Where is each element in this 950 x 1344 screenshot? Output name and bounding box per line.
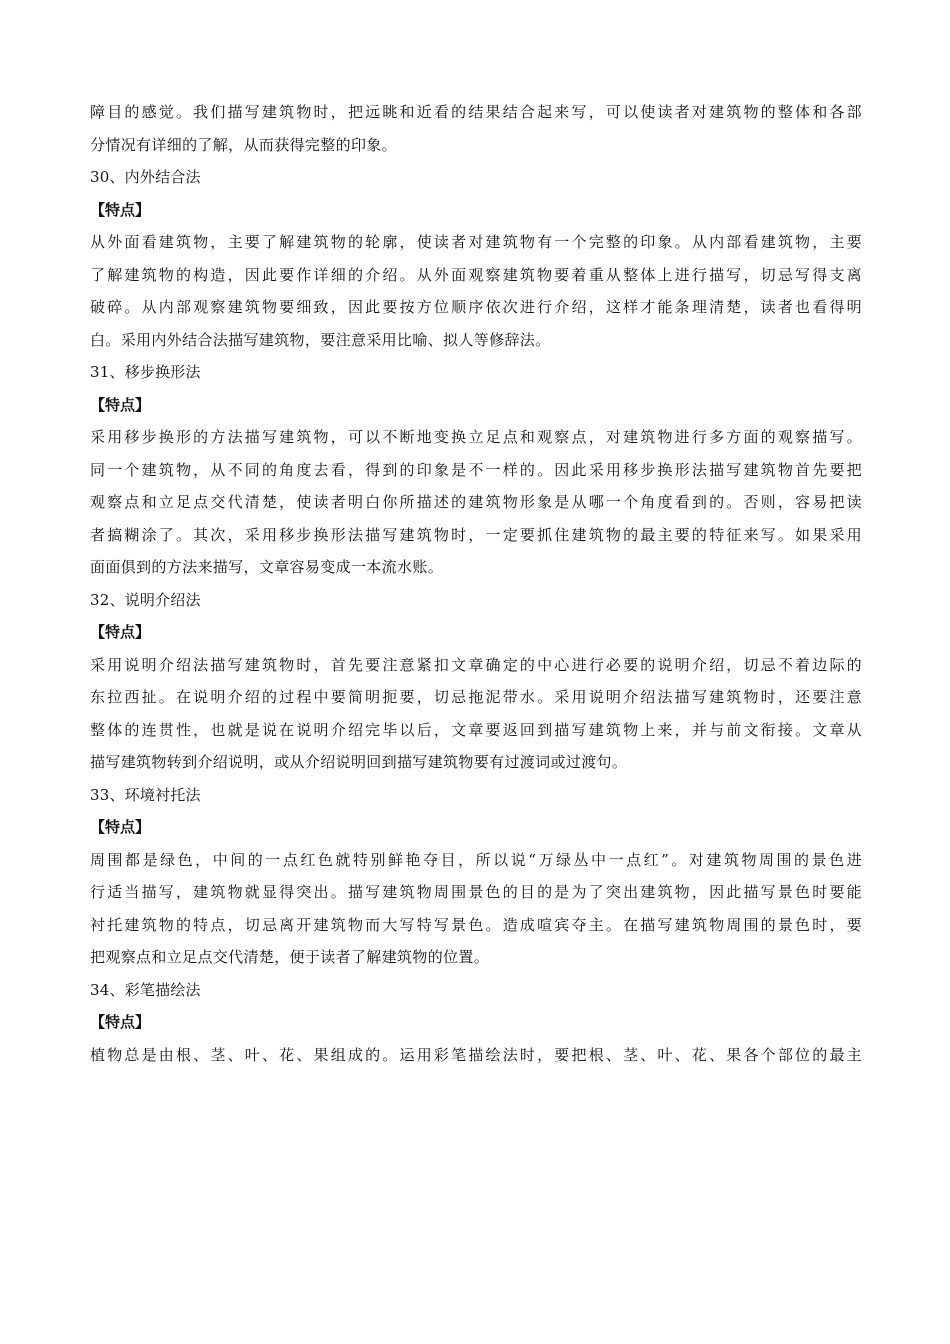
paragraph-continued: [90, 96, 862, 161]
paragraph-30: [90, 226, 862, 356]
text-line: 白。采用内外结合法描写建筑物，要注意采用比喻、拟人等修辞法。: [90, 330, 551, 349]
feature-tag: 【特点】: [90, 200, 151, 219]
text-line: 障目的感觉。我们描写建筑物时，把远眺和近看的结果结合起来写，可以使读者对建筑物的整体和各部: [90, 103, 862, 121]
section-heading-30: 30、内外结合法: [90, 168, 201, 186]
text-line: 观察点和立足点交代清楚，使读者明白你所描述的建筑物形象是从哪一个角度看到的。否则，容易把读: [90, 493, 862, 511]
text-line: 周围都是绿色，中间的一点红色就特别鲜艳夺目，所以说“万绿丛中一点红”。对建筑物周围的景色进: [90, 850, 862, 869]
text-line: 把观察点和立足点交代清楚，便于读者了解建筑物的位置。: [90, 948, 490, 966]
document-page: [90, 96, 862, 1071]
text-line: 从外面看建筑物，主要了解建筑物的轮廓，使读者对建筑物有一个完整的印象。从内部看建筑物，主要: [90, 233, 862, 251]
section-heading-32: 32、说明介绍法: [90, 590, 201, 609]
text-line: 了解建筑物的构造，因此要作详细的介绍。从外面观察建筑物要着重从整体上进行描写，切忌写得支离: [90, 265, 862, 284]
text-line: 整体的连贯性，也就是说在说明介绍完毕以后，文章要返回到描写建筑物上来，并与前文衔接。文章从: [90, 720, 862, 739]
text-line: 东拉西扯。在说明介绍的过程中要简明扼要，切忌拖泥带水。采用说明介绍法描写建筑物时，还要注意: [90, 688, 862, 706]
paragraph-34: [90, 1039, 862, 1072]
text-line: 采用移步换形的方法描写建筑物，可以不断地变换立足点和观察点，对建筑物进行多方面的观察描写。: [90, 428, 862, 446]
paragraph-31: [90, 421, 862, 584]
text-line: 植物总是由根、茎、叶、花、果组成的。运用彩笔描绘法时，要把根、茎、叶、花、果各个部位的最主: [90, 1045, 862, 1064]
paragraph-33: [90, 844, 862, 974]
text-line: 面面俱到的方法来描写，文章容易变成一本流水账。: [90, 558, 444, 576]
feature-tag: 【特点】: [90, 395, 151, 414]
text-line: 衬托建筑物的特点，切忌离开建筑物而大写特写景色。造成喧宾夺主。在描写建筑物周围的景色时，要: [90, 915, 862, 934]
text-line: 者搞糊涂了。其次，采用移步换形法描写建筑物时，一定要抓住建筑物的最主要的特征来写。如果采用: [90, 525, 862, 544]
text-line: 描写建筑物转到介绍说明，或从介绍说明回到描写建筑物要有过渡词或过渡句。: [90, 753, 628, 771]
text-line: 分情况有详细的了解，从而获得完整的印象。: [90, 135, 398, 154]
section-heading-33: 33、环境衬托法: [90, 785, 201, 804]
feature-tag: 【特点】: [90, 818, 151, 836]
text-line: 行适当描写，建筑物就显得突出。描写建筑物周围景色的目的是为了突出建筑物，因此描写景色时要能: [90, 883, 862, 901]
text-line: 同一个建筑物，从不同的角度去看，得到的印象是不一样的。因此采用移步换形法描写建筑物首先要把: [90, 460, 862, 479]
section-heading-34: 34、彩笔描绘法: [90, 980, 201, 999]
feature-tag: 【特点】: [90, 623, 151, 641]
feature-tag: 【特点】: [90, 1013, 151, 1031]
paragraph-32: [90, 649, 862, 779]
text-line: 破碎。从内部观察建筑物要细致，因此要按方位顺序依次进行介绍，这样才能条理清楚，读者也看得明: [90, 298, 862, 316]
text-line: 采用说明介绍法描写建筑物时，首先要注意紧扣文章确定的中心进行必要的说明介绍，切忌不着边际的: [90, 655, 862, 674]
section-heading-31: 31、移步换形法: [90, 363, 201, 381]
